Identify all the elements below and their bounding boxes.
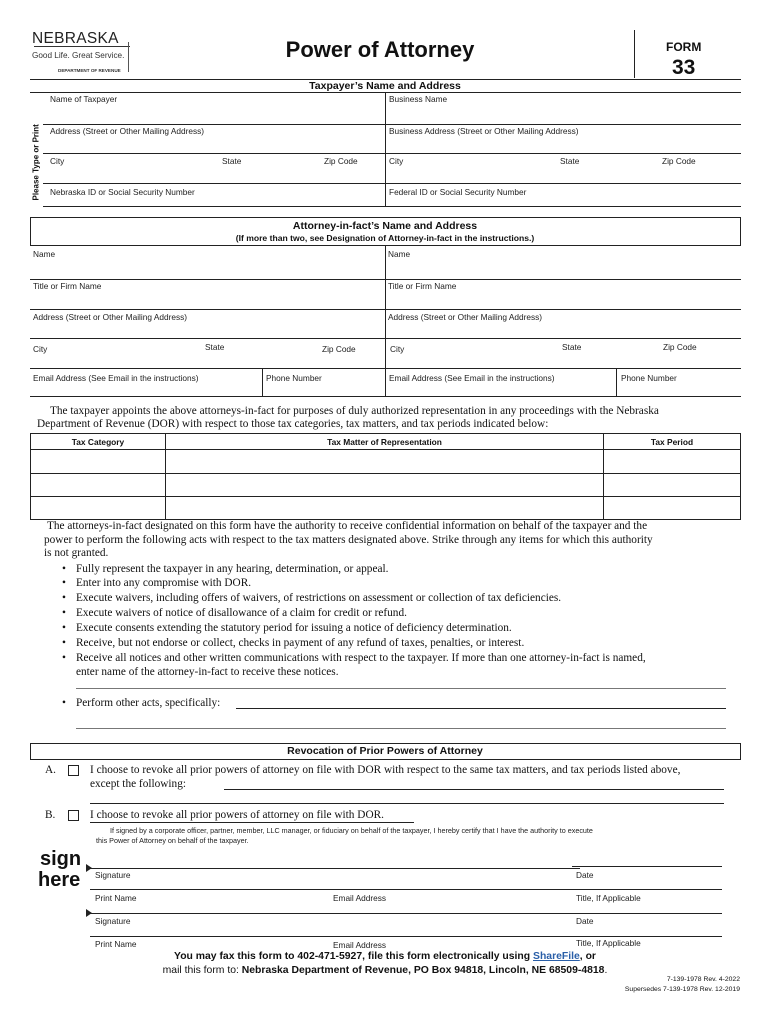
attorney-section-subtitle: (If more than two, see Designation of Attorney-in-fact in the instructions.) bbox=[235, 233, 535, 243]
header-divider bbox=[634, 30, 635, 78]
rule bbox=[30, 473, 741, 474]
taxpayer-section-title: Taxpayer’s Name and Address bbox=[309, 80, 461, 92]
business-name-input[interactable] bbox=[388, 104, 738, 122]
attorney1-state-label: State bbox=[205, 342, 225, 352]
authority-bullet-5[interactable]: Execute consents extending the statutory period for issuing a notice of deficiency determination. bbox=[76, 622, 512, 634]
attorney1-address-input[interactable] bbox=[32, 321, 382, 337]
attorney1-phone-label: Phone Number bbox=[266, 373, 322, 383]
authority-bullet-4[interactable]: Execute waivers of notice of disallowance of a claim for credit or refund. bbox=[76, 607, 407, 619]
email2-label: Email Address bbox=[333, 940, 387, 950]
appoint-line1: The taxpayer appoints the above attorneys-in-fact for purposes of duly authorized representation in any proceedings with the Nebraska bbox=[50, 405, 659, 417]
revocation-a-letter: A. bbox=[45, 764, 56, 776]
print-name2-label: Print Name bbox=[95, 939, 137, 949]
attorney1-email-input[interactable] bbox=[32, 383, 260, 395]
bullet-dot-icon: • bbox=[62, 592, 66, 604]
attorney2-phone-label: Phone Number bbox=[621, 373, 677, 383]
attorney2-city-label: City bbox=[390, 344, 405, 354]
business-zip-label: Zip Code bbox=[662, 156, 696, 166]
taxpayer-address-label: Address (Street or Other Mailing Address) bbox=[50, 126, 205, 136]
col-tax-matter: Tax Matter of Representation bbox=[327, 437, 442, 447]
federal-id-input[interactable] bbox=[560, 186, 738, 204]
authority-line3: is not granted. bbox=[44, 547, 109, 559]
attorney2-title-input[interactable] bbox=[388, 291, 738, 307]
business-city-label: City bbox=[389, 156, 404, 166]
bullet-dot-icon: • bbox=[62, 697, 66, 709]
logo-tagline: Good Life. Great Service. bbox=[32, 51, 125, 60]
taxpayer-zip-label: Zip Code bbox=[324, 156, 358, 166]
revocation-a-text: I choose to revoke all prior powers of attorney on file with DOR with respect to the same tax matters, and tax periods listed above, bbox=[90, 764, 681, 776]
authority-bullet-6[interactable]: Receive, but not endorse or collect, checks in payment of any refund of taxes, penalties, or interest. bbox=[76, 637, 525, 649]
attorney1-city-input[interactable] bbox=[32, 353, 382, 367]
title1-input[interactable] bbox=[574, 874, 722, 888]
here-word: here bbox=[38, 869, 81, 891]
tax-row-3-period[interactable] bbox=[605, 498, 739, 518]
logo-rule bbox=[128, 42, 129, 72]
tax-row-1-matter[interactable] bbox=[167, 451, 601, 472]
attorney1-email-label: Email Address (See Email in the instructions) bbox=[33, 373, 199, 383]
attorney2-name-input[interactable] bbox=[388, 259, 738, 277]
email2-input[interactable] bbox=[331, 920, 569, 935]
title2-input[interactable] bbox=[574, 920, 722, 935]
revocation-exceptions-input[interactable] bbox=[224, 777, 724, 789]
certification-line1: If signed by a corporate officer, partner, member, LLC manager, or fiduciary on behalf of the taxpayer, I hereby certify that I have the authority to execute bbox=[110, 826, 593, 835]
mail-address: Nebraska Department of Revenue, PO Box 94818, Lincoln, NE 68509-4818 bbox=[241, 965, 605, 976]
taxpayer-state-label: State bbox=[222, 156, 242, 166]
attorney2-address-label: Address (Street or Other Mailing Address) bbox=[388, 312, 543, 322]
signature1-label: Signature bbox=[95, 870, 131, 880]
ne-id-input[interactable] bbox=[250, 186, 382, 204]
attorney2-city-input[interactable] bbox=[388, 353, 738, 367]
tax-row-2-category[interactable] bbox=[32, 475, 163, 495]
authority-line2: power to perform the following acts with respect to the tax matters designated above. Strike through any items for which this authority bbox=[44, 534, 653, 546]
signature2-label: Signature bbox=[95, 916, 131, 926]
other-acts-input[interactable] bbox=[236, 696, 726, 708]
tax-row-2-matter[interactable] bbox=[167, 475, 601, 495]
attorney1-name-input[interactable] bbox=[32, 259, 382, 277]
date2-input[interactable] bbox=[574, 897, 720, 912]
certification-line2: this Power of Attorney on behalf of the taxpayer. bbox=[96, 836, 249, 845]
revocation-a-checkbox[interactable] bbox=[68, 765, 79, 776]
sign-word: sign bbox=[40, 848, 82, 870]
date1-input[interactable] bbox=[574, 852, 720, 865]
attorney1-title-label: Title or Firm Name bbox=[33, 281, 102, 291]
rule bbox=[30, 496, 741, 497]
attorney1-zip-label: Zip Code bbox=[322, 344, 356, 354]
notice-recipient-input[interactable] bbox=[76, 675, 726, 687]
signature1-input[interactable] bbox=[92, 852, 570, 867]
rule bbox=[90, 936, 722, 937]
rule bbox=[30, 338, 741, 339]
sign-here-label bbox=[38, 849, 81, 891]
sharefile-link[interactable]: ShareFile bbox=[533, 951, 580, 962]
attorney2-email-label: Email Address (See Email in the instructions) bbox=[389, 373, 555, 383]
revision-label: 7-139-1978 Rev. 4-2022 bbox=[666, 976, 740, 983]
bullet-dot-icon: • bbox=[62, 577, 66, 589]
date1-label: Date bbox=[576, 870, 594, 880]
mail-text-end: . bbox=[604, 965, 608, 976]
attorney2-state-label: State bbox=[562, 342, 582, 352]
taxpayer-city-input[interactable] bbox=[46, 166, 382, 182]
attorney1-title-input[interactable] bbox=[32, 291, 382, 307]
bullet-dot-icon: • bbox=[62, 563, 66, 575]
print-name2-input[interactable] bbox=[92, 920, 328, 935]
rule bbox=[572, 866, 722, 867]
revocation-b-checkbox[interactable] bbox=[68, 810, 79, 821]
taxpayer-address-input[interactable] bbox=[46, 136, 382, 152]
rule bbox=[76, 688, 726, 689]
attorney2-name-label: Name bbox=[388, 249, 411, 259]
bullet-dot-icon: • bbox=[62, 622, 66, 634]
form-label: FORM bbox=[666, 40, 702, 54]
taxpayer-name-label: Name of Taxpayer bbox=[50, 94, 118, 104]
appoint-line2: Department of Revenue (DOR) with respect to those tax categories, tax matters, and tax periods indicated below: bbox=[37, 418, 549, 430]
form-number: 33 bbox=[672, 56, 696, 79]
rule bbox=[385, 246, 386, 396]
tax-row-1-period[interactable] bbox=[605, 451, 739, 472]
attorney1-name-label: Name bbox=[33, 249, 56, 259]
rule bbox=[30, 396, 741, 397]
authority-bullet-1[interactable]: Fully represent the taxpayer in any hearing, determination, or appeal. bbox=[76, 563, 389, 575]
mail-text: mail this form to: bbox=[162, 965, 242, 976]
attorney2-zip-label: Zip Code bbox=[663, 342, 697, 352]
bullet-dot-icon: • bbox=[62, 637, 66, 649]
taxpayer-city-label: City bbox=[50, 156, 65, 166]
rule bbox=[262, 368, 263, 396]
tax-row-2-period[interactable] bbox=[605, 475, 739, 495]
business-state-label: State bbox=[560, 156, 580, 166]
fax-text-end: , or bbox=[579, 951, 596, 962]
other-acts-label: Perform other acts, specifically: bbox=[76, 697, 221, 709]
business-name-label: Business Name bbox=[389, 94, 448, 104]
email1-input[interactable] bbox=[331, 874, 569, 888]
rule bbox=[385, 92, 386, 206]
attorney1-phone-input[interactable] bbox=[264, 383, 382, 395]
logo bbox=[32, 30, 132, 76]
print-name1-input[interactable] bbox=[92, 874, 328, 888]
rule bbox=[90, 803, 724, 804]
fax-text: You may fax this form to 402-471-5927, file this form electronically using bbox=[174, 951, 534, 962]
taxpayer-name-input[interactable] bbox=[46, 104, 382, 122]
business-address-label: Business Address (Street or Other Mailing Address) bbox=[389, 126, 579, 136]
authority-line1: The attorneys-in-fact designated on this form have the authority to receive confidential information on behalf of the taxpayer and the bbox=[47, 520, 648, 532]
attorney2-email-input[interactable] bbox=[388, 383, 614, 395]
rule bbox=[90, 889, 722, 890]
rule bbox=[43, 206, 741, 207]
logo-underline-icon bbox=[34, 46, 130, 47]
federal-id-label: Federal ID or Social Security Number bbox=[389, 187, 527, 197]
signature2-input[interactable] bbox=[92, 897, 570, 912]
rule bbox=[30, 368, 741, 369]
rule bbox=[224, 789, 724, 790]
attorney1-city-label: City bbox=[33, 344, 48, 354]
date2-label: Date bbox=[576, 916, 594, 926]
business-city-input[interactable] bbox=[388, 166, 738, 182]
attorney-section-title: Attorney-in-fact’s Name and Address bbox=[292, 220, 478, 232]
rule bbox=[43, 124, 741, 125]
ne-id-label: Nebraska ID or Social Security Number bbox=[50, 187, 195, 197]
bullet-dot-icon: • bbox=[62, 652, 66, 664]
revocation-b-text: I choose to revoke all prior powers of attorney on file with DOR. bbox=[90, 809, 384, 821]
revocation-a-cont: except the following: bbox=[90, 778, 186, 790]
title1-label: Title, If Applicable bbox=[576, 893, 641, 903]
logo-dept: DEPARTMENT OF REVENUE bbox=[58, 68, 121, 73]
col-tax-category: Tax Category bbox=[71, 437, 125, 447]
print-name1-label: Print Name bbox=[95, 893, 137, 903]
rule bbox=[90, 822, 414, 823]
attorney2-address-input[interactable] bbox=[388, 321, 738, 337]
rule bbox=[236, 708, 726, 709]
supersedes-label: Supersedes 7-139-1978 Rev. 12-2019 bbox=[624, 986, 740, 993]
mail-line bbox=[0, 965, 770, 976]
revocation-b-letter: B. bbox=[45, 809, 56, 821]
tax-row-3-category[interactable] bbox=[32, 498, 163, 518]
rule bbox=[90, 913, 722, 914]
logo-name: NEBRASKA bbox=[32, 30, 119, 47]
authority-bullet-2[interactable]: Enter into any compromise with DOR. bbox=[76, 577, 252, 589]
rule bbox=[30, 309, 741, 310]
authority-bullet-7-cont: enter name of the attorney-in-fact to receive these notices. bbox=[76, 666, 339, 678]
fax-line bbox=[0, 951, 770, 962]
page-title: Power of Attorney bbox=[285, 37, 475, 62]
business-address-input[interactable] bbox=[388, 136, 738, 152]
rule bbox=[90, 868, 580, 869]
email1-label: Email Address bbox=[333, 893, 387, 903]
rule bbox=[30, 449, 741, 450]
rule bbox=[43, 153, 741, 154]
other-acts-input-2[interactable] bbox=[76, 714, 726, 727]
authority-bullet-3[interactable]: Execute waivers, including offers of waivers, of restrictions on assessment or collection of tax deficiencies. bbox=[76, 592, 562, 604]
col-tax-period: Tax Period bbox=[650, 437, 694, 447]
authority-bullet-7[interactable]: Receive all notices and other written communications with respect to the taxpayer. If more than one attorney-in-fact is named, bbox=[76, 652, 646, 664]
tax-row-3-matter[interactable] bbox=[167, 498, 601, 518]
attorney2-phone-input[interactable] bbox=[618, 383, 738, 395]
rule bbox=[76, 728, 726, 729]
attorney2-title-label: Title or Firm Name bbox=[388, 281, 457, 291]
rule bbox=[43, 183, 741, 184]
attorney1-address-label: Address (Street or Other Mailing Address) bbox=[33, 312, 188, 322]
rule bbox=[616, 368, 617, 396]
type-or-print-label: Please Type or Print bbox=[31, 124, 41, 201]
rule bbox=[30, 279, 741, 280]
tax-row-1-category[interactable] bbox=[32, 451, 163, 472]
bullet-dot-icon: • bbox=[62, 607, 66, 619]
title2-label: Title, If Applicable bbox=[576, 938, 641, 948]
revocation-title: Revocation of Prior Powers of Attorney bbox=[287, 745, 483, 757]
